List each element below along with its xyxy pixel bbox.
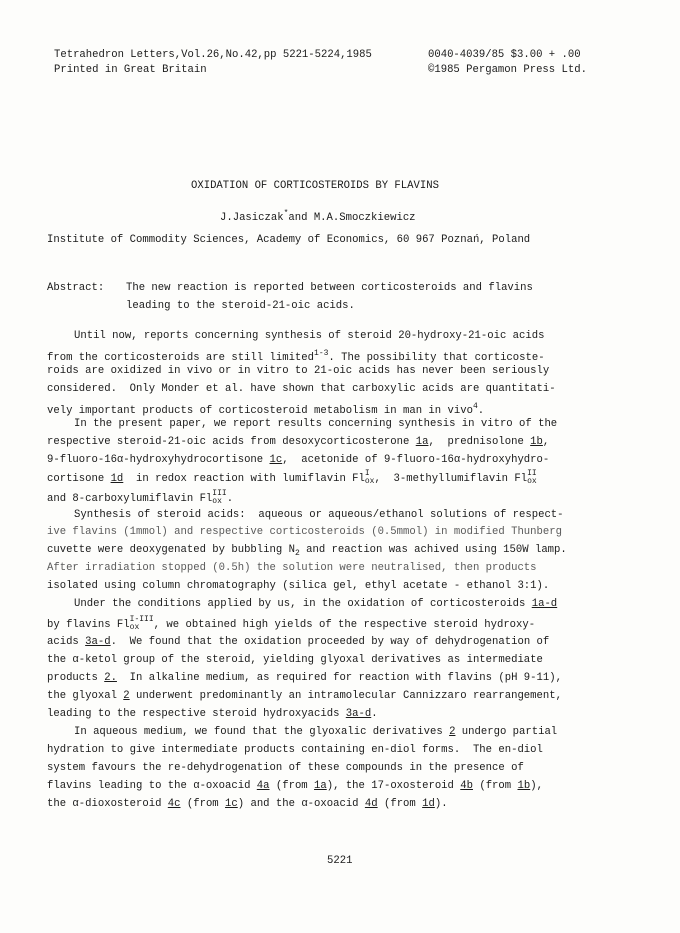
affiliation: Institute of Commodity Sciences, Academy of Economics, 60 967 Poznań, Poland: [47, 234, 531, 246]
p4-line: Under the conditions applied by us, in the oxidation of corticosteroids 1a-d: [74, 598, 558, 610]
p3-line: cuvette were deoxygenated by bubbling $N_2$ and reaction was achived using 150W lamp.: [47, 544, 567, 558]
compound-ref: 3a-d: [85, 636, 111, 648]
p5-line: flavins leading to the α-oxoacid 4a (from 1a), the 17-oxosteroid 4b (from 1b),: [47, 780, 543, 792]
abstract-label: Abstract:: [47, 282, 105, 294]
p5-line: hydration to give intermediate products containing en-diol forms. The en-diol: [47, 744, 543, 756]
compound-ref: 1b: [517, 780, 531, 792]
p4-line: leading to the respective steroid hydroxyacids 3a-d.: [47, 708, 378, 720]
compound-ref: 1a-d: [531, 598, 558, 610]
p3-line: isolated using column chromatography (silica gel, ethyl acetate - ethanol 3:1).: [47, 580, 550, 592]
compound-ref: 1c: [269, 454, 283, 466]
copyright: ©1985 Pergamon Press Ltd.: [428, 64, 587, 76]
compound-ref: 4b: [460, 780, 473, 792]
compound-ref: 1a: [415, 436, 429, 448]
p2-line: respective steroid-21-oic acids from desoxycorticosterone 1a, prednisolone 1b,: [47, 436, 550, 448]
p5-line: In aqueous medium, we found that the glyoxalic derivatives 2 undergo partial: [74, 726, 558, 738]
p3-line: ive flavins (1mmol) and respective corticosteroids (0.5mmol) in modified Thunberg: [47, 526, 562, 538]
abstract-line-1: The new reaction is reported between corticosteroids and flavins: [126, 282, 533, 294]
p3-line: After irradiation stopped (0.5h) the solution were neutralised, then products: [47, 562, 537, 574]
flavin-label: I-III ox: [129, 615, 154, 632]
compound-ref: 2.: [104, 672, 117, 684]
p4-line: by flavins Fl I-III ox , we obtained high yields of the respective steroid hydroxy-: [47, 615, 536, 632]
p2-line: and 8-carboxylumiflavin Fl III ox .: [47, 489, 234, 506]
printed-in: Printed in Great Britain: [54, 64, 207, 76]
p4-line: acids 3a-d. We found that the oxidation proceeded by way of dehydrogenation of: [47, 636, 550, 648]
compound-ref: 1d: [110, 472, 124, 485]
journal-citation: Tetrahedron Letters,Vol.26,No.42,pp 5221-5224,1985: [54, 49, 372, 61]
compound-ref: 4a: [256, 780, 270, 792]
flavin-label: II ox: [527, 469, 537, 486]
p4-line: the glyoxal 2 underwent predominantly an intramolecular Cannizzaro rearrangement,: [47, 690, 562, 702]
author-1: J.Jasiczak: [220, 212, 284, 224]
compound-ref: 1b: [530, 436, 543, 448]
author-2: and M.A.Smoczkiewicz: [288, 212, 416, 224]
corresponding-mark: *: [283, 209, 289, 218]
authors: [220, 205, 416, 228]
compound-ref: 4c: [167, 798, 181, 810]
p3-line: Synthesis of steroid acids: aqueous or aqueous/ethanol solutions of respect-: [74, 509, 564, 521]
issn-price: 0040-4039/85 $3.00 + .00: [428, 49, 581, 61]
compound-ref: 1c: [225, 798, 238, 810]
compound-ref: 1d: [422, 798, 435, 810]
citation: 1-3: [314, 349, 329, 358]
p5-line: the α-dioxosteroid 4c (from 1c) and the α-oxoacid 4d (from 1d).: [47, 798, 448, 810]
compound-ref: 2: [449, 726, 456, 738]
p1-line: Until now, reports concerning synthesis of steroid 20-hydroxy-21-oic acids: [74, 330, 545, 342]
p2-line: 9-fluoro-16α-hydroxyhydrocortisone 1c, acetonide of 9-fluoro-16α-hydroxyhydro-: [47, 454, 550, 466]
paper-title: OXIDATION OF CORTICOSTEROIDS BY FLAVINS: [191, 180, 439, 192]
p1-line: vely important products of corticosteroid metabolism in man in vivo$^4$.: [47, 402, 485, 417]
compound-ref: 3a-d: [345, 708, 372, 720]
p5-line: system favours the re-dehydrogenation of these compounds in the presence of: [47, 762, 524, 774]
compound-ref: 2: [123, 690, 130, 702]
flavin-label: III ox: [212, 489, 227, 506]
compound-ref: 1a: [314, 780, 327, 792]
p4-line: the α-ketol group of the steroid, yielding glyoxal derivatives as intermediate: [47, 654, 543, 666]
p2-line: cortisone 1d in redox reaction with lumiflavin Fl I ox , 3-methyllumiflavin Fl II ox: [47, 469, 537, 486]
citation: 4: [472, 402, 478, 411]
p1-line: roids are oxidized in vivo or in vitro to 21-oic acids has never been seriously: [47, 365, 550, 377]
flavin-label: I ox: [364, 469, 375, 486]
p1-line: from the corticosteroids are still limited$^{1-3}$. The possibility that corticoste-: [47, 349, 545, 364]
compound-ref: 4d: [364, 798, 378, 810]
p1-line: considered. Only Monder et al. have shown that carboxylic acids are quantitati-: [47, 383, 556, 395]
subscript: 2: [294, 549, 300, 558]
abstract-line-2: leading to the steroid-21-oic acids.: [126, 300, 355, 312]
p2-line: In the present paper, we report results concerning synthesis in vitro of the: [74, 418, 558, 430]
page-number: 5221: [327, 855, 353, 867]
p4-line: products 2. In alkaline medium, as required for reaction with flavins (pH 9-11),: [47, 672, 562, 684]
